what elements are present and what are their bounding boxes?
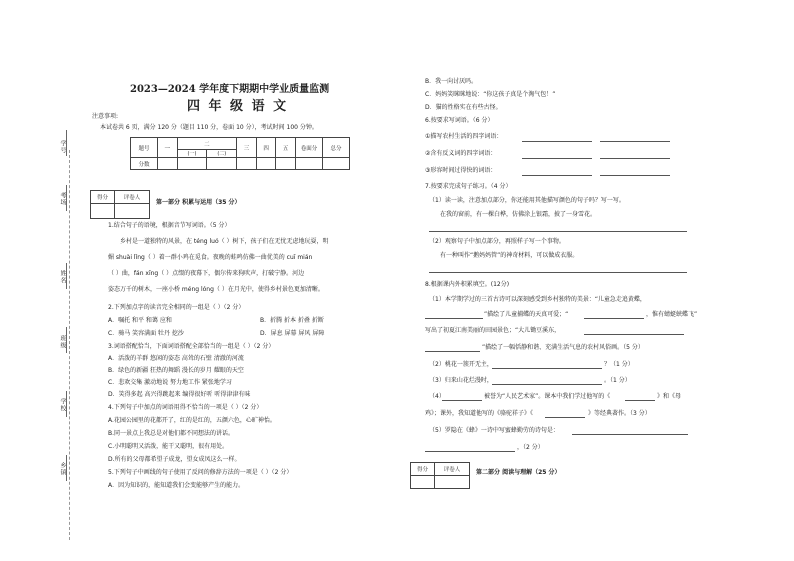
q2-option-d: D．屏息 屏幕 屏风 屏障	[260, 330, 325, 337]
side-label-school: 学校	[59, 398, 66, 412]
q8-title: 8.根据课内外积累填空。(12分)	[425, 281, 510, 288]
answer-line[interactable]	[522, 175, 592, 176]
score-header-5: 五	[276, 138, 296, 158]
q3-option-c: C．悲欢交集 激动地说 努力地工作 紧张地学习	[108, 379, 232, 386]
q1-line1: 乡村是一道独特的风景，在 téng luó（ ）树下，孩子们在无忧无虑地玩耍，明	[120, 238, 329, 245]
q8-item-1d: 写出了初夏江南美丽的田园景色；“大儿锄豆溪东，	[425, 327, 561, 334]
answer-line[interactable]	[429, 231, 687, 232]
answer-line[interactable]	[625, 400, 655, 401]
side-label-student-id: 学号	[59, 140, 66, 154]
exam-title: 2023—2024 学年度下期期中学业质量监测	[130, 84, 330, 95]
q8-item-2: （2）桃花一簇开无主，	[429, 361, 493, 368]
answer-line[interactable]	[425, 351, 480, 352]
answer-line[interactable]	[492, 368, 602, 369]
q4-title: 4.下列句子中加点的词语用得不恰当的一项是（ ）（2 分）	[108, 404, 263, 411]
score-header-question: 题号	[131, 138, 158, 158]
q8-item-4b: 被誉为“人民艺术家”。课本中我们学过他写的《	[484, 393, 611, 400]
score-sub-2: (二)	[207, 150, 237, 158]
part1-title: 第一部分 积累与运用（35 分）	[156, 199, 241, 206]
grader-name-label: 评卷人	[115, 191, 150, 204]
fill-line[interactable]	[66, 263, 67, 289]
q6-item-3: ③形容时间过得快的词语：	[425, 167, 497, 174]
score-row-label: 分数	[131, 158, 158, 170]
answer-line[interactable]	[545, 417, 585, 418]
q6-item-2: ②含有反义词的四字词语：	[425, 150, 497, 157]
q8-item-1e: ”描绘了一幅恬静和谐、充满生活气息的农村风俗画。（5 分）	[482, 344, 644, 351]
fill-line[interactable]	[66, 327, 67, 353]
exam-subject: 四 年 级 语 文	[187, 99, 289, 114]
score-header-neatness: 卷面分	[296, 138, 323, 158]
grader-score-label: 得分	[91, 191, 115, 204]
q5-option-d: D．猫的性格实在有些古怪。	[425, 104, 502, 111]
notice-text: 本试卷共 6 页，满分 120 分（题目 110 分，卷面 10 分），考试时间 100 分钟。	[100, 124, 318, 131]
q2-option-a: A．嘱托 和平 和蔼 应和	[108, 317, 172, 324]
score-cell[interactable]	[276, 158, 296, 170]
q1-line3: （ ）曲，fán xīng（ ）点缀的夜幕下，偶尔传来狗吠声，打破宁静。河边	[108, 270, 305, 277]
q3-title: 3.词语搭配恰当，下面词语搭配全部恰当的一组是（ ）（2 分）	[108, 343, 275, 350]
q8-item-4e: 》等经典著作。（3 分）	[588, 410, 651, 417]
fill-line[interactable]	[66, 185, 67, 211]
q8-item-4a: （4）	[429, 393, 445, 400]
score-header-1: 一	[158, 138, 178, 158]
score-cell[interactable]	[177, 158, 207, 170]
score-cell[interactable]	[158, 158, 178, 170]
fill-line[interactable]	[66, 455, 67, 481]
q8-item-1c: ，惟有蜻蜓蛱蝶飞”	[646, 311, 698, 318]
q1-line4: 姿态万千的树木，一座小桥 méng lóng（ ）在月光中，使得乡村景色更加清晰。	[108, 286, 324, 293]
q1-title: 1.结合句子的语境，根据音节写词语。（5 分）	[108, 222, 231, 229]
q7-title: 7.按要求完成句子练习。（4 分）	[425, 183, 512, 190]
q5-option-c: C．妈妈笑眯眯地说：“你这孩子真是个淘气包！”	[425, 91, 556, 98]
score-header-3: 三	[237, 138, 257, 158]
q3-option-d: D．笑得多起 高兴得跳起来 编得很好听 听得津津有味	[108, 391, 251, 398]
answer-line[interactable]	[425, 318, 483, 319]
grader-score-cell[interactable]	[411, 476, 435, 489]
grader-score-label: 得分	[411, 463, 435, 476]
answer-line[interactable]	[492, 384, 602, 385]
q5-option-a: A．因为知识的，能知道我们会变能够产生的能力。	[108, 482, 245, 489]
q7-item-1: （1）读一读，注意加点部分，你还能用其他描写颜色的句子吗？写一写。	[429, 197, 625, 204]
q4-option-d: D.所有的父母都希望子成龙，望女成凤这么一样。	[108, 456, 241, 463]
side-label-township: 乡镇	[59, 462, 66, 476]
q8-item-4c: 》和《母	[657, 393, 682, 400]
binding-dashed-line	[69, 150, 70, 540]
q2-option-b: B．折腾 折本 折叠 折断	[260, 317, 324, 324]
side-label-class: 班级	[59, 335, 66, 349]
q2-option-c: C．骑马 笑容满面 牡丹 挖沙	[108, 330, 184, 337]
score-cell[interactable]	[323, 158, 350, 170]
q8-item-1b: ”描绘了儿童捕蝶的天真可爱；“	[484, 311, 569, 318]
answer-line[interactable]	[522, 141, 592, 142]
q6-title: 6.按要求写词语。（6 分）	[425, 117, 494, 124]
q8-item-5-suffix: ，（2 分）	[517, 444, 544, 451]
grader-name-cell[interactable]	[115, 204, 150, 219]
score-cell[interactable]	[256, 158, 276, 170]
q1-line2: 媚 shuài lǐng（ ）着一群小鸡在觅食。夜晚的蛙鸣仿佛一曲优美的 cuī mián	[108, 254, 313, 261]
q8-item-5: （5）罗隐在《蜂》一诗中写蜜蜂勤劳的诗句是：	[429, 427, 559, 434]
q8-item-4d: 鸡》；课外，我知道他写的《骆驼祥子》《	[425, 410, 534, 417]
q3-option-a: A．活泼的羊群 悠闲的姿态 高耸的石壁 清澈的河流	[108, 355, 244, 362]
q5-option-b: B．我一向讨厌吗。	[425, 78, 478, 85]
q7-item-2: （2）观察句子中加点部分，再照样子写一个事物。	[429, 238, 565, 245]
q4-option-b: B.同一景点上我总是对他们都不同想法的讲话。	[108, 430, 235, 437]
q7-item-1-example: 在我的窗前，有一棵白桦，仿佛涂上银霜，披了一身雪花。	[440, 211, 597, 218]
notice-label: 注意事项:	[92, 113, 119, 120]
fill-line[interactable]	[66, 130, 67, 156]
fill-line[interactable]	[66, 391, 67, 417]
score-header-4: 四	[256, 138, 276, 158]
answer-line[interactable]	[429, 272, 687, 273]
q8-item-2-suffix: ？（1 分）	[604, 361, 634, 368]
q6-item-1: ①描写农村生活的四字词语：	[425, 133, 503, 140]
grader-box-part2	[410, 462, 470, 489]
grader-score-cell[interactable]	[91, 204, 115, 219]
q8-item-3-suffix: 。（1 分）	[604, 377, 631, 384]
q8-item-1a: （1）本学期学过的三首古诗可以深刻感受到乡村独特的美景：“儿童急走追黄蝶，	[429, 296, 646, 303]
answer-line[interactable]	[600, 175, 670, 176]
answer-line[interactable]	[572, 434, 688, 435]
score-cell[interactable]	[207, 158, 237, 170]
grader-box-part1	[90, 190, 150, 219]
score-cell[interactable]	[296, 158, 323, 170]
q3-option-b: B．绿色的新疆 狂热的舞蹈 漫长的岁月 耀眼的天空	[108, 367, 244, 374]
score-sub-1: (一)	[177, 150, 207, 158]
score-table	[130, 137, 350, 170]
q4-option-a: A.花园公园里的花都开了，红的是红的，五颜六色，心旷神怡。	[108, 417, 276, 424]
grader-name-cell[interactable]	[435, 476, 470, 489]
answer-line[interactable]	[600, 141, 670, 142]
answer-line[interactable]	[584, 334, 684, 335]
score-header-2: 二	[177, 138, 237, 150]
q7-item-2-example: 有一种叫作“鹅妈妈管”的神奇材料，可以做成衣服。	[440, 252, 579, 259]
score-header-total: 总分	[323, 138, 350, 158]
answer-line[interactable]	[425, 451, 515, 452]
answer-line[interactable]	[584, 318, 644, 319]
answer-line[interactable]	[522, 158, 592, 159]
answer-line[interactable]	[442, 400, 482, 401]
q2-title: 2.下列加点字的读音完全相同的一组是（ ）（2 分）	[108, 304, 245, 311]
q8-item-3: （3）归来山花烂漫时，	[429, 377, 493, 384]
answer-line[interactable]	[600, 158, 670, 159]
side-label-name: 姓名	[59, 270, 66, 284]
part2-title: 第二部分 阅读与理解（25 分）	[476, 469, 561, 476]
side-label-exam-room: 考场	[59, 192, 66, 206]
grader-name-label: 评卷人	[435, 463, 470, 476]
q5-title: 5.下列句子中画线的句子使用了反问的修辞方法的一项是（ ）（2 分）	[108, 469, 293, 476]
q4-option-c: C.小明聪明又活泼，能干又聪明，很有用处。	[108, 443, 229, 450]
score-cell[interactable]	[237, 158, 257, 170]
